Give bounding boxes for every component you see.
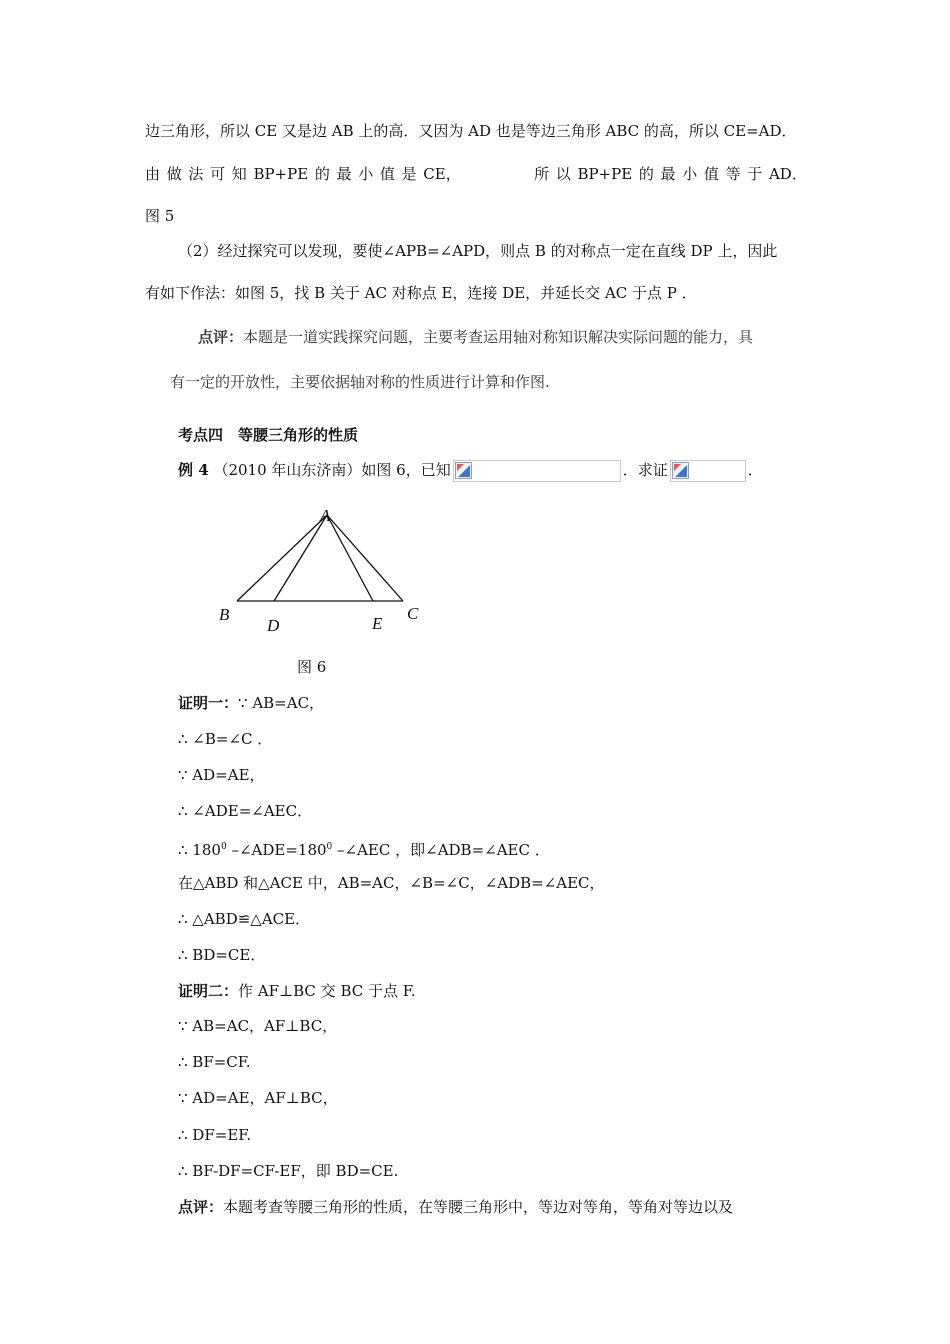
word: 值	[703, 165, 719, 183]
proof-label: 证明二：	[178, 982, 239, 1000]
proof-line: ∵ AD=AE，AF⊥BC，	[178, 1089, 338, 1107]
word: 最	[660, 165, 676, 183]
paragraph-line: 边三角形，所以 CE 又是边 AB 上的高．又因为 AD 也是等边三角形 ABC 的高，所以 CE=AD．	[145, 122, 797, 140]
side-ac	[327, 515, 403, 601]
proof-line-angles: ∴ $180^0$ $-\angle ADE=180^0$ –∠AEC ，即∠ADB=∠AEC ．	[178, 841, 550, 859]
comment-line: 有一定的开放性，主要依据轴对称的性质进行计算和作图.	[170, 373, 550, 391]
proof-line: ∴ DF=EF.	[178, 1126, 252, 1144]
proof-text: 作 AF⊥BC 交 BC 于点 F.	[238, 982, 416, 1000]
comment-text: 本题考查等腰三角形的性质，在等腰三角形中，等边对等角，等角对等边以及	[223, 1198, 734, 1216]
vertex-label-c: C	[407, 604, 419, 623]
paragraph-line: 有如下作法：如图 5，找 B 关于 AC 对称点 E，连接 DE，并延长交 AC 于点 P ．	[145, 284, 697, 302]
section-heading: 考点四 等腰三角形的性质	[178, 426, 359, 444]
word: 是	[401, 165, 417, 183]
proof-line: ∴ BF-DF=CF-EF，即 BD=CE.	[178, 1162, 399, 1180]
word: AD．	[768, 165, 807, 183]
word: CE，	[423, 165, 461, 183]
figure-reference: 图 5	[145, 207, 175, 225]
word: 所	[534, 165, 550, 183]
proof-line: ∴ ∠B=∠C ．	[178, 730, 273, 748]
word: BP+PE	[577, 165, 633, 183]
point-label-e: E	[372, 614, 383, 633]
comment-label: 点评：	[178, 1198, 224, 1216]
proof-line	[178, 981, 416, 1001]
word: 值	[379, 165, 395, 183]
figure-caption: 图 6	[297, 658, 327, 676]
example-text: ．	[747, 461, 763, 479]
word: 法	[188, 165, 204, 183]
word: 最	[336, 165, 352, 183]
proof-line: ∵ AD=AE，	[178, 766, 265, 784]
proof-label: 证明一：	[178, 694, 239, 712]
example-label: 例 4	[178, 461, 209, 479]
word: BP+PE	[253, 165, 309, 183]
proof-line: ∴ BD=CE．	[178, 946, 266, 964]
proof-line: 在△ABD 和△ACE 中，AB=AC，∠B=∠C，∠ADB=∠AEC，	[178, 874, 605, 892]
word: 的	[638, 165, 654, 183]
word: 于	[747, 165, 763, 183]
proof-text: ∵ AB=AC，	[238, 694, 325, 712]
vertex-label-b: B	[219, 605, 230, 624]
word: 可	[210, 165, 226, 183]
example-text: ．求证	[622, 461, 668, 479]
paragraph-line: （2）经过探究可以发现，要使∠APB=∠APD，则点 B 的对称点一定在直线 DP 上，因此	[178, 242, 778, 260]
comment-line	[178, 1197, 733, 1217]
proof-line: ∴ ∠ADE=∠AEC．	[178, 802, 313, 820]
comment-label: 点评：	[198, 328, 244, 346]
word: 的	[314, 165, 330, 183]
proof-line: ∴ △ABD≌△ACE．	[178, 910, 311, 928]
point-label-d: D	[267, 616, 280, 635]
word: 小	[682, 165, 698, 183]
word: 做	[166, 165, 182, 183]
word: 小	[358, 165, 374, 183]
word: 由	[145, 165, 161, 183]
word: 等	[725, 165, 741, 183]
proof-line: ∴ BF=CF.	[178, 1053, 251, 1071]
proof-line	[178, 693, 324, 713]
example-text: （2010 年山东济南）如图 6，已知	[213, 461, 451, 479]
comment-text: 本题是一道实践探究问题，主要考查运用轴对称知识解决实际问题的能力，具	[243, 328, 754, 346]
proof-line: ∵ AB=AC，AF⊥BC，	[178, 1017, 338, 1035]
word: 知	[231, 165, 247, 183]
segment-ae	[327, 515, 373, 601]
word: 以	[555, 165, 571, 183]
vertex-label-a: A	[320, 506, 331, 525]
